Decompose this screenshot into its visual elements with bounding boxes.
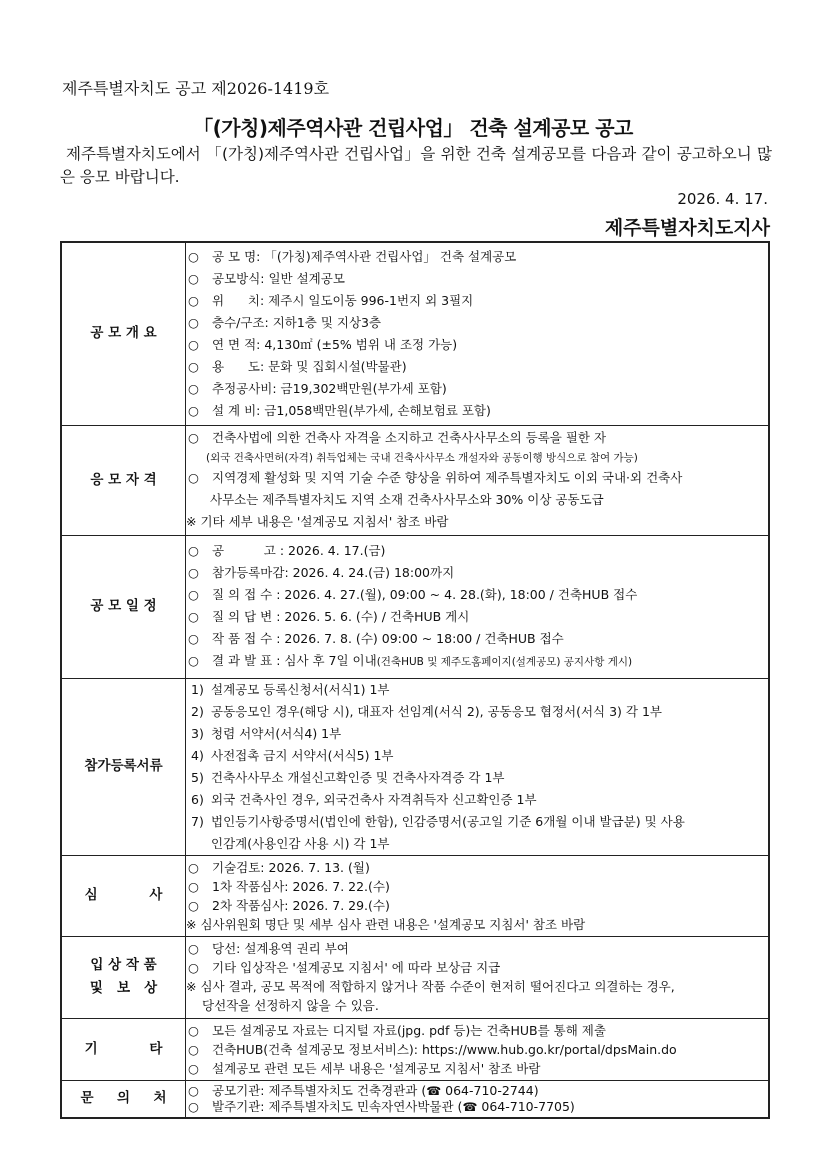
section-heading: 문 의 처 [61, 1080, 186, 1118]
section-heading: 입 상 작 품 및 보 상 [61, 936, 186, 1018]
list-item: ○ 건축HUB(건축 설계공모 정보서비스): https://www.hub.go.kr/portal/dpsMain.do [188, 1041, 677, 1057]
list-item: ○ 기타 입상작은 '설계공모 지침서' 에 따라 보상금 지급 [188, 960, 501, 975]
list-item: 6) 외국 건축사인 경우, 외국건축사 자격취득자 신고확인증 1부 [191, 791, 537, 807]
list-item: ○ 결 과 발 표 : 심사 후 7일 이내(건축HUB 및 제주도홈페이지(설계공모) 공지사항 게시) [188, 653, 633, 668]
section-schedule [61, 535, 769, 678]
section-overview [61, 242, 769, 425]
section-body [186, 1018, 770, 1080]
page-title: 「(가칭)제주역사관 건립사업」 건축 설계공모 공고 [193, 116, 633, 140]
section-heading: 공 모 일 정 [61, 535, 186, 678]
list-item: 1) 설계공모 등록신청서(서식1) 1부 [191, 681, 390, 697]
section-heading: 기 타 [61, 1018, 186, 1080]
section-body [186, 425, 770, 535]
list-item: 4) 사전접촉 금지 서약서(서식5) 1부 [191, 747, 394, 763]
list-item: ○ 1차 작품심사: 2026. 7. 22.(수) [188, 878, 390, 894]
section-note: ※ 심사위원회 명단 및 세부 심사 관련 내용은 '설계공모 지침서' 참조 바람 [186, 916, 586, 932]
list-item: ○ 연 면 적: 4,130㎡ (±5% 범위 내 조정 가능) [188, 336, 458, 352]
list-item: ○ 모든 설계공모 자료는 디지털 자료(jpg. pdf 등)는 건축HUB를 통해 제출 [188, 1022, 606, 1038]
list-item: ○ 2차 작품심사: 2026. 7. 29.(수) [188, 897, 390, 913]
issuer: 제주특별자치도지사 [604, 217, 770, 239]
list-item: ○ 지역경제 활성화 및 지역 기술 수준 향상을 위하여 제주특별자치도 이외 국내·외 건축사 [188, 470, 683, 485]
list-item: ○ 설 계 비: 금1,058백만원(부가세, 손해보험료 포함) [188, 402, 491, 418]
section-heading: 공 모 개 요 [61, 242, 186, 425]
list-item: ○ 층수/구조: 지하1층 및 지상3층 [188, 314, 382, 330]
section-body [186, 535, 770, 678]
list-item: ○ 당선: 설계용역 권리 부여 [188, 941, 349, 956]
list-item: ○ 참가등록마감: 2026. 4. 24.(금) 18:00까지 [188, 565, 455, 580]
section-body [186, 855, 770, 936]
list-item: ○ 설계공모 관련 모든 세부 내용은 '설계공모 지침서' 참조 바람 [188, 1060, 541, 1076]
section-contact [61, 1080, 769, 1118]
list-item: 2) 공동응모인 경우(해당 시), 대표자 선임계(서식 2), 공동응모 협정서(서식 3) 각 1부 [191, 703, 662, 719]
section-misc [61, 1018, 769, 1080]
list-item: 7) 법인등기사항증명서(법인에 한함), 인감증명서(공고일 기준 6개월 이내 발급분) 및 사용 [191, 813, 685, 829]
phone-icon: ☎ [426, 1083, 442, 1098]
list-item-continued: 인감계(사용인감 사용 시) 각 1부 [211, 835, 390, 851]
list-item: ○ 위 치: 제주시 일도이동 996-1번지 외 3필지 [188, 292, 474, 308]
list-item: ○ 공모방식: 일반 설계공모 [188, 270, 345, 286]
list-item: ○ 추정공사비: 금19,302백만원(부가세 포함) [188, 380, 447, 396]
list-item: ○ 공 고 : 2026. 4. 17.(금) [188, 543, 386, 558]
notice-date: 2026. 4. 17. [677, 190, 768, 208]
list-item: ○ 용 도: 문화 및 집회시설(박물관) [188, 358, 407, 374]
section-body [186, 242, 770, 425]
section-note: ※ 기타 세부 내용은 '설계공모 지침서' 참조 바람 [186, 514, 449, 529]
section-body [186, 936, 770, 1018]
section-eligibility [61, 425, 769, 535]
section-body [186, 678, 770, 855]
section-review [61, 855, 769, 936]
list-item: 3) 청렴 서약서(서식4) 1부 [191, 725, 342, 741]
list-item: ○ 건축사법에 의한 건축사 자격을 소지하고 건축사사무소의 등록을 필한 자 [188, 430, 607, 445]
list-item-continued: 사무소는 제주특별자치도 지역 소재 건축사사무소와 30% 이상 공동도급 [210, 492, 604, 507]
section-heading: 참가등록서류 [61, 678, 186, 855]
notice-number: 제주특별자치도 공고 제2026-1419호 [62, 79, 330, 98]
section-body [186, 1080, 770, 1118]
intro-paragraph: 제주특별자치도에서 「(가칭)제주역사관 건립사업」을 위한 건축 설계공모를 다음과 같이 공고하오니 많은 응모 바랍니다. [60, 145, 772, 186]
list-item: ○ 발주기관: 제주특별자치도 민속자연사박물관 (☎ 064-710-7705) [188, 1098, 575, 1114]
list-item: ○ 기술검토: 2026. 7. 13. (월) [188, 859, 370, 875]
section-heading: 응 모 자 격 [61, 425, 186, 535]
list-item: 5) 건축사사무소 개설신고확인증 및 건축사자격증 각 1부 [191, 769, 505, 785]
section-note: ※ 심사 결과, 공모 목적에 적합하지 않거나 작품 수준이 현저히 떨어진다고 의결하는 경우, [186, 979, 675, 994]
section-documents [61, 678, 769, 855]
list-item: ○ 질 의 답 변 : 2026. 5. 6. (수) / 건축HUB 게시 [188, 609, 470, 624]
list-item: ○ 질 의 접 수 : 2026. 4. 27.(월), 09:00 ~ 4. 28.(화), 18:00 / 건축HUB 접수 [188, 587, 638, 602]
section-awards [61, 936, 769, 1018]
section-heading: 심 사 [61, 855, 186, 936]
list-item: ○ 공모기관: 제주특별자치도 건축경관과 (☎ 064-710-2744) [188, 1082, 539, 1098]
list-item: ○ 공 모 명: 「(가칭)제주역사관 건립사업」 건축 설계공모 [188, 248, 517, 264]
phone-icon: ☎ [462, 1099, 478, 1114]
list-item: ○ 작 품 접 수 : 2026. 7. 8. (수) 09:00 ~ 18:00 / 건축HUB 접수 [188, 631, 564, 646]
list-item-note: (외국 건축사면허(자격) 취득업체는 국내 건축사사무소 개설자와 공동이행 방식으로 참여 가능) [206, 452, 638, 464]
notice-table [60, 241, 770, 1119]
section-note-continued: 당선작을 선정하지 않을 수 있음. [202, 998, 379, 1013]
